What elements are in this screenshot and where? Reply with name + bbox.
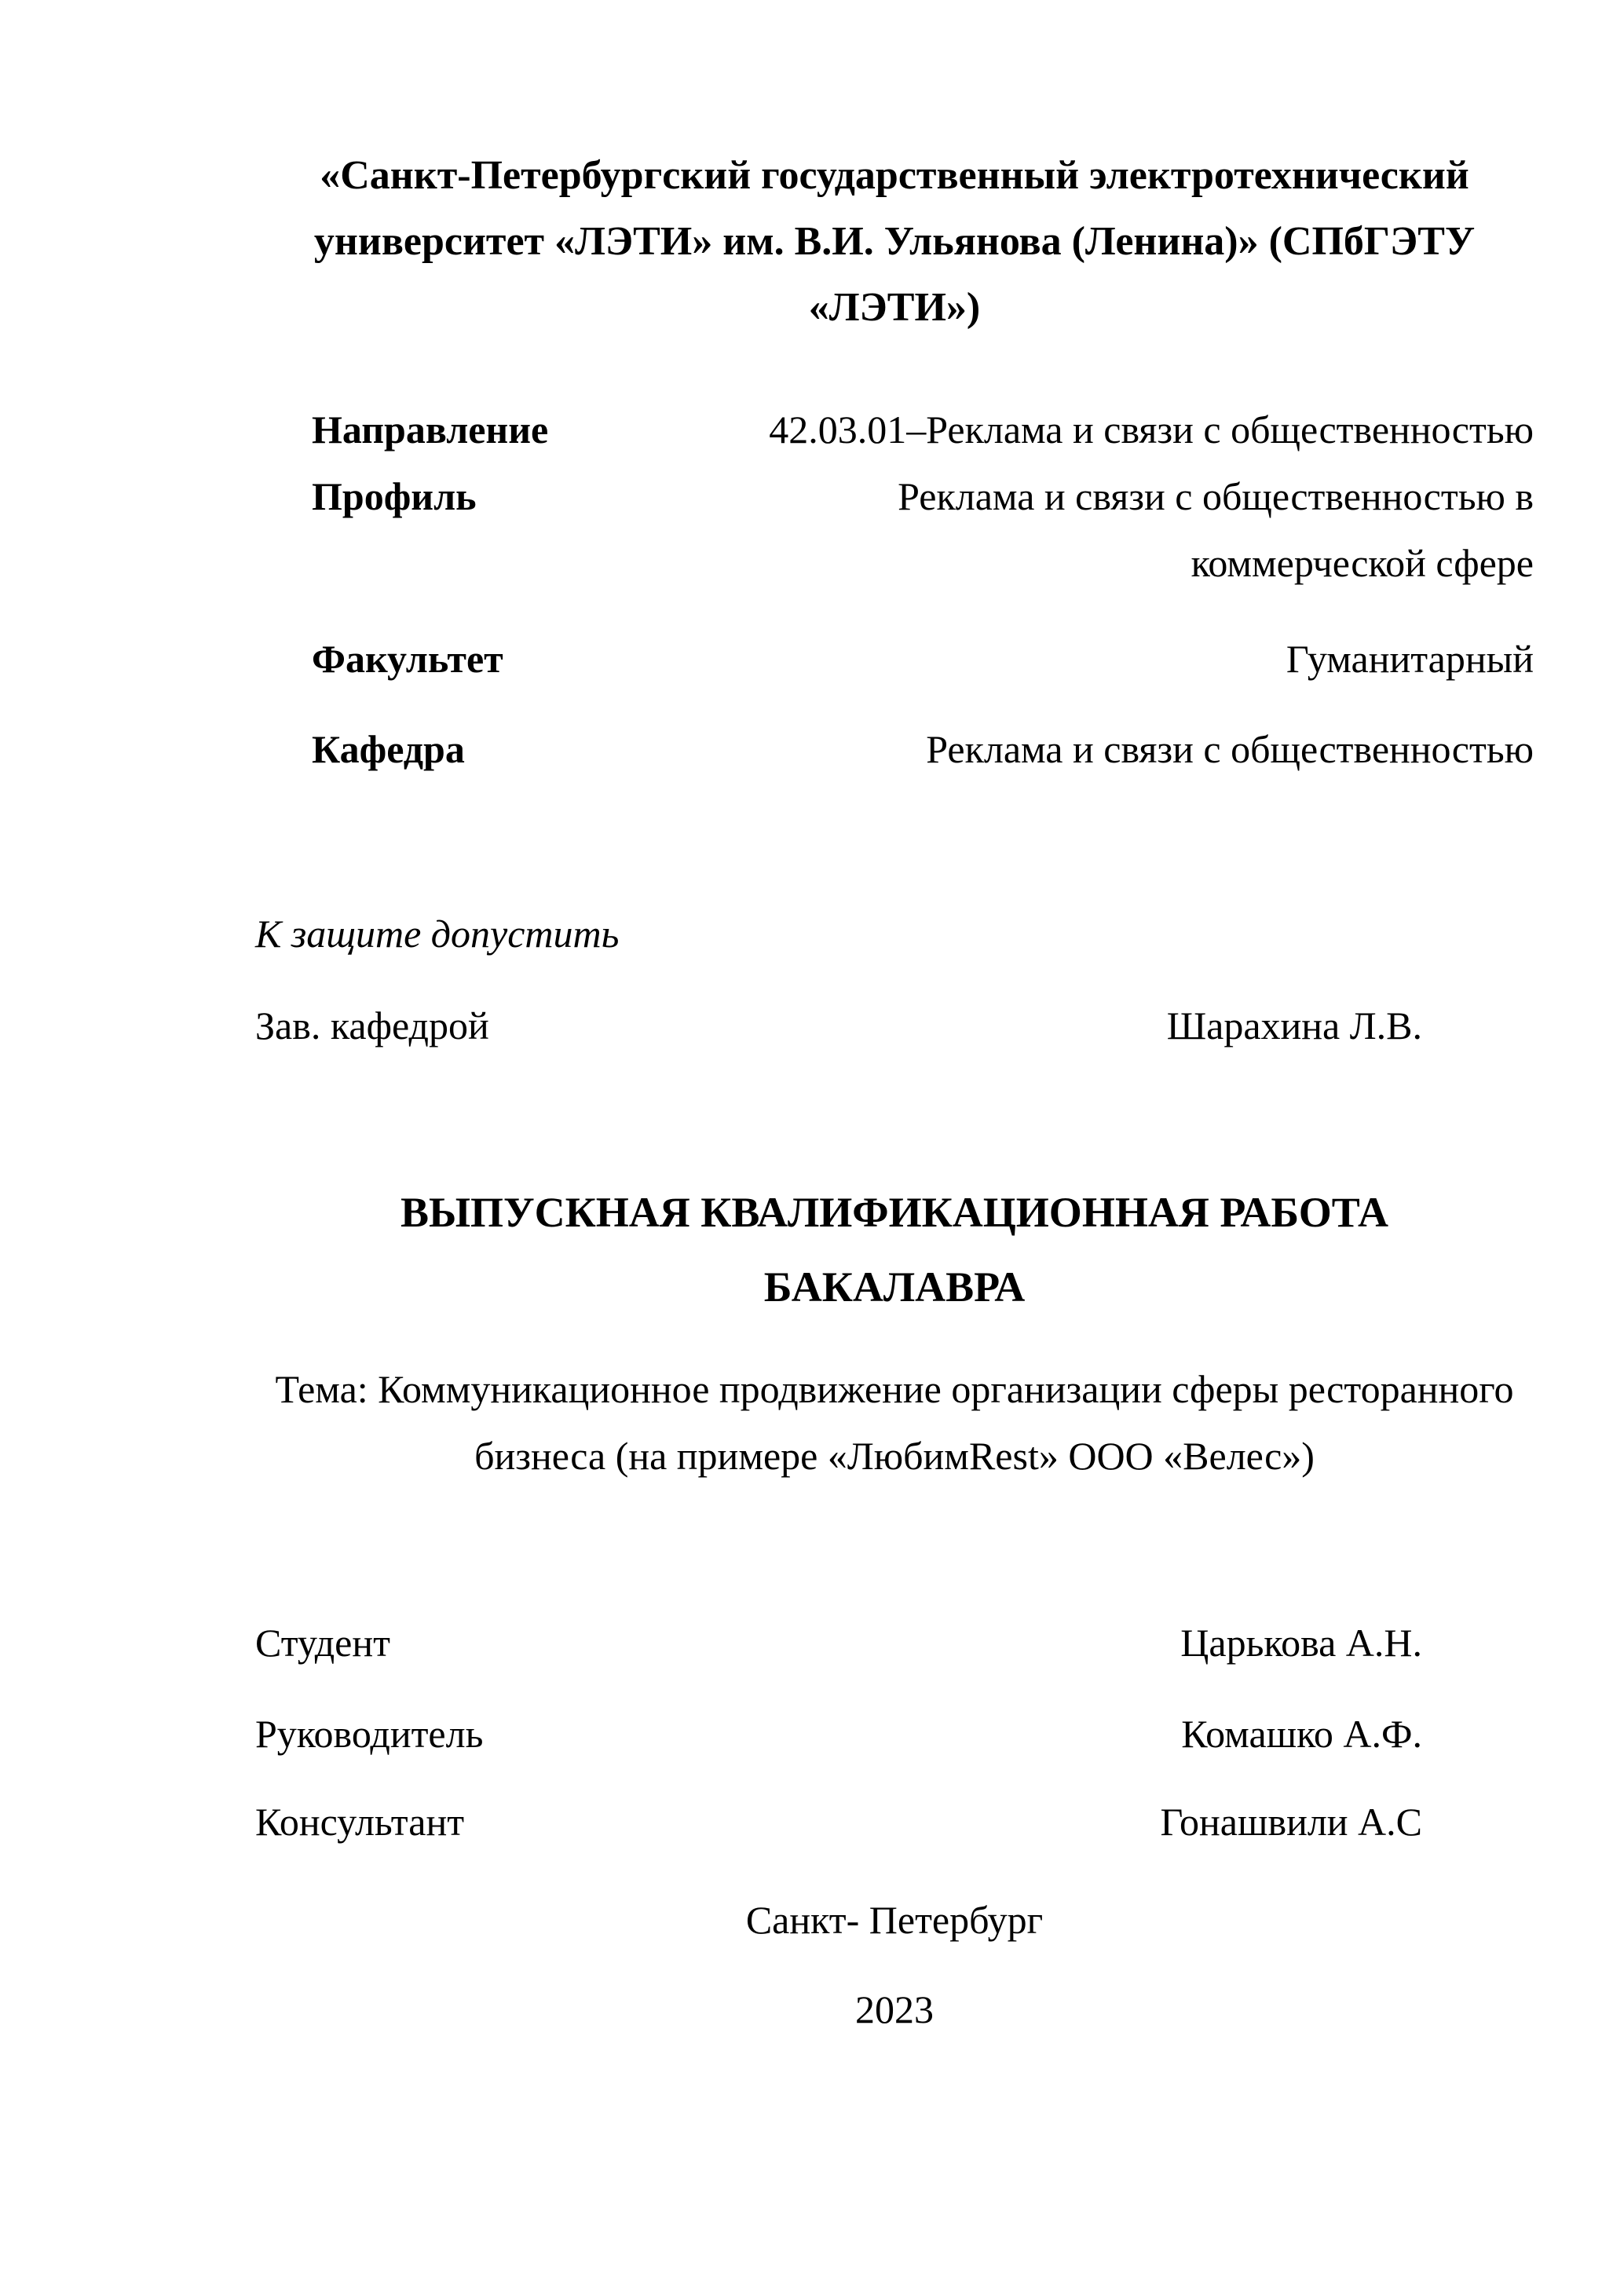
footer-year: 2023 [855,1987,934,2031]
department-value: Реклама и связи с общественностью [926,727,1534,771]
consultant-name: Гонашвили А.С [1160,1800,1422,1844]
profile-value-line-1: Реклама и связи с общественностью в [898,474,1534,518]
work-title-line-2: БАКАЛАВРА [763,1263,1026,1311]
field-row-direction [255,397,1534,463]
work-title-line-1: ВЫПУСКНАЯ КВАЛИФИКАЦИОННАЯ РАБОТА [400,1189,1389,1236]
university-header-line-2: университет «ЛЭТИ» им. В.И. Ульянова (Ленина)» (СПбГЭТУ «ЛЭТИ») [313,219,1476,330]
footer-city: Санкт- Петербург [745,1898,1044,1942]
admission-note: К защите допустить [255,912,620,956]
field-row-profile [255,463,1534,597]
theme-block [255,1356,1534,1490]
profile-label: Профиль [312,474,477,518]
student-name: Царькова А.Н. [1180,1621,1422,1665]
dept-head-name: Шарахина Л.В. [1166,1004,1422,1047]
person-row-consultant [255,1789,1534,1855]
dept-head-row [255,993,1534,1059]
person-row-supervisor [255,1701,1534,1768]
direction-value: 42.03.01–Реклама и связи с общественностью [769,408,1534,452]
profile-value [898,463,1534,597]
consultant-role-label: Консультант [255,1800,465,1844]
work-title [255,1175,1534,1325]
university-header-line-1: «Санкт-Петербургский государственный электротехнический [320,153,1469,198]
supervisor-role-label: Руководитель [255,1712,484,1756]
supervisor-name: Комашко А.Ф. [1181,1712,1422,1756]
student-role-label: Студент [255,1621,390,1665]
field-row-department [255,716,1534,783]
dept-head-label: Зав. кафедрой [255,1004,489,1047]
profile-value-line-2: коммерческой сфере [1191,541,1534,585]
direction-label: Направление [312,408,549,452]
field-row-faculty [255,626,1534,693]
faculty-value: Гуманитарный [1286,637,1534,681]
faculty-label: Факультет [312,637,503,681]
theme-line-1: Тема: Коммуникационное продвижение организации сферы ресторанного [275,1367,1514,1411]
department-label: Кафедра [312,727,465,771]
person-row-student [255,1610,1534,1676]
theme-line-2: бизнеса (на примере «ЛюбимRest» ООО «Велес») [474,1434,1315,1478]
university-header [255,143,1534,341]
